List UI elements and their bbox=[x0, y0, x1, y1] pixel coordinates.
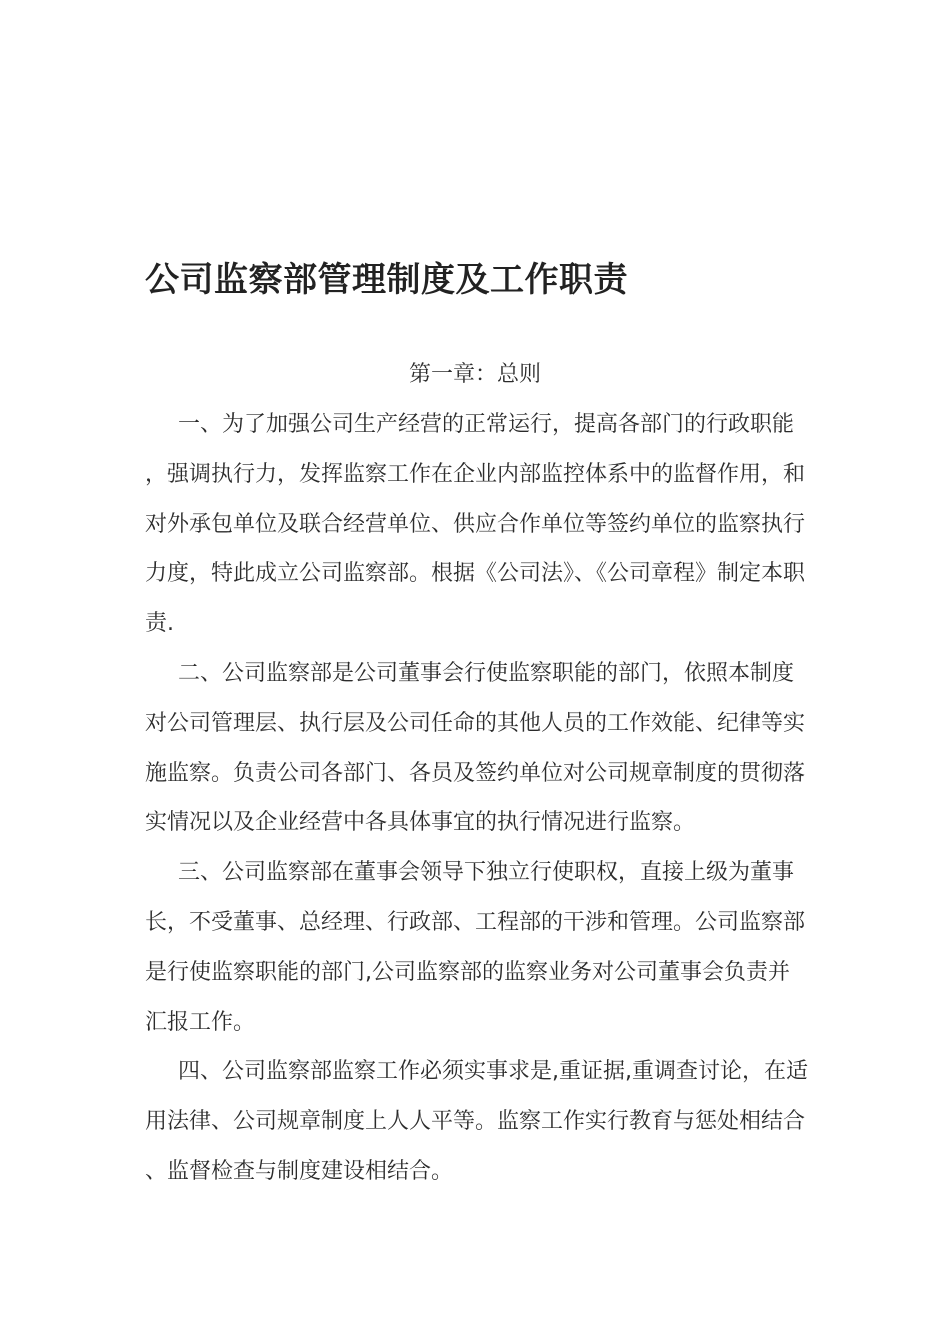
paragraph-4: 四、公司监察部监察工作必须实事求是,重证据,重调查讨论，在适用法律、公司规章制度上人人平等。监察工作实行教育与惩处相结合、监督检查与制度建设相结合。 bbox=[145, 1059, 808, 1184]
paragraph-2: 二、公司监察部是公司董事会行使监察职能的部门，依照本制度对公司管理层、执行层及公司任命的其他人员的工作效能、纪律等实施监察。负责公司各部门、各员及签约单位对公司规章制度的贯彻落实情况以及企业经营中各具体事宜的执行情况进行监察。 bbox=[145, 660, 806, 836]
paragraph-1: 一、为了加强公司生产经营的正常运行，提高各部门的行政职能，强调执行力，发挥监察工作在企业内部监控体系中的监督作用，和对外承包单位及联合经营单位、供应合作单位等签约单位的监察执行力度，特此成立公司监察部。根据《公司法》、《公司章程》制定本职责. bbox=[145, 412, 806, 637]
chapter-heading: 第一章：总则 bbox=[408, 362, 541, 387]
document-body bbox=[145, 400, 810, 1197]
paragraph-3: 三、公司监察部在董事会领导下独立行使职权，直接上级为董事长，不受董事、总经理、行政部、工程部的干涉和管理。公司监察部是行使监察职能的部门,公司监察部的监察业务对公司董事会负责并汇报工作。 bbox=[145, 860, 806, 1035]
document-title: 公司监察部管理制度及工作职责 bbox=[145, 260, 628, 300]
